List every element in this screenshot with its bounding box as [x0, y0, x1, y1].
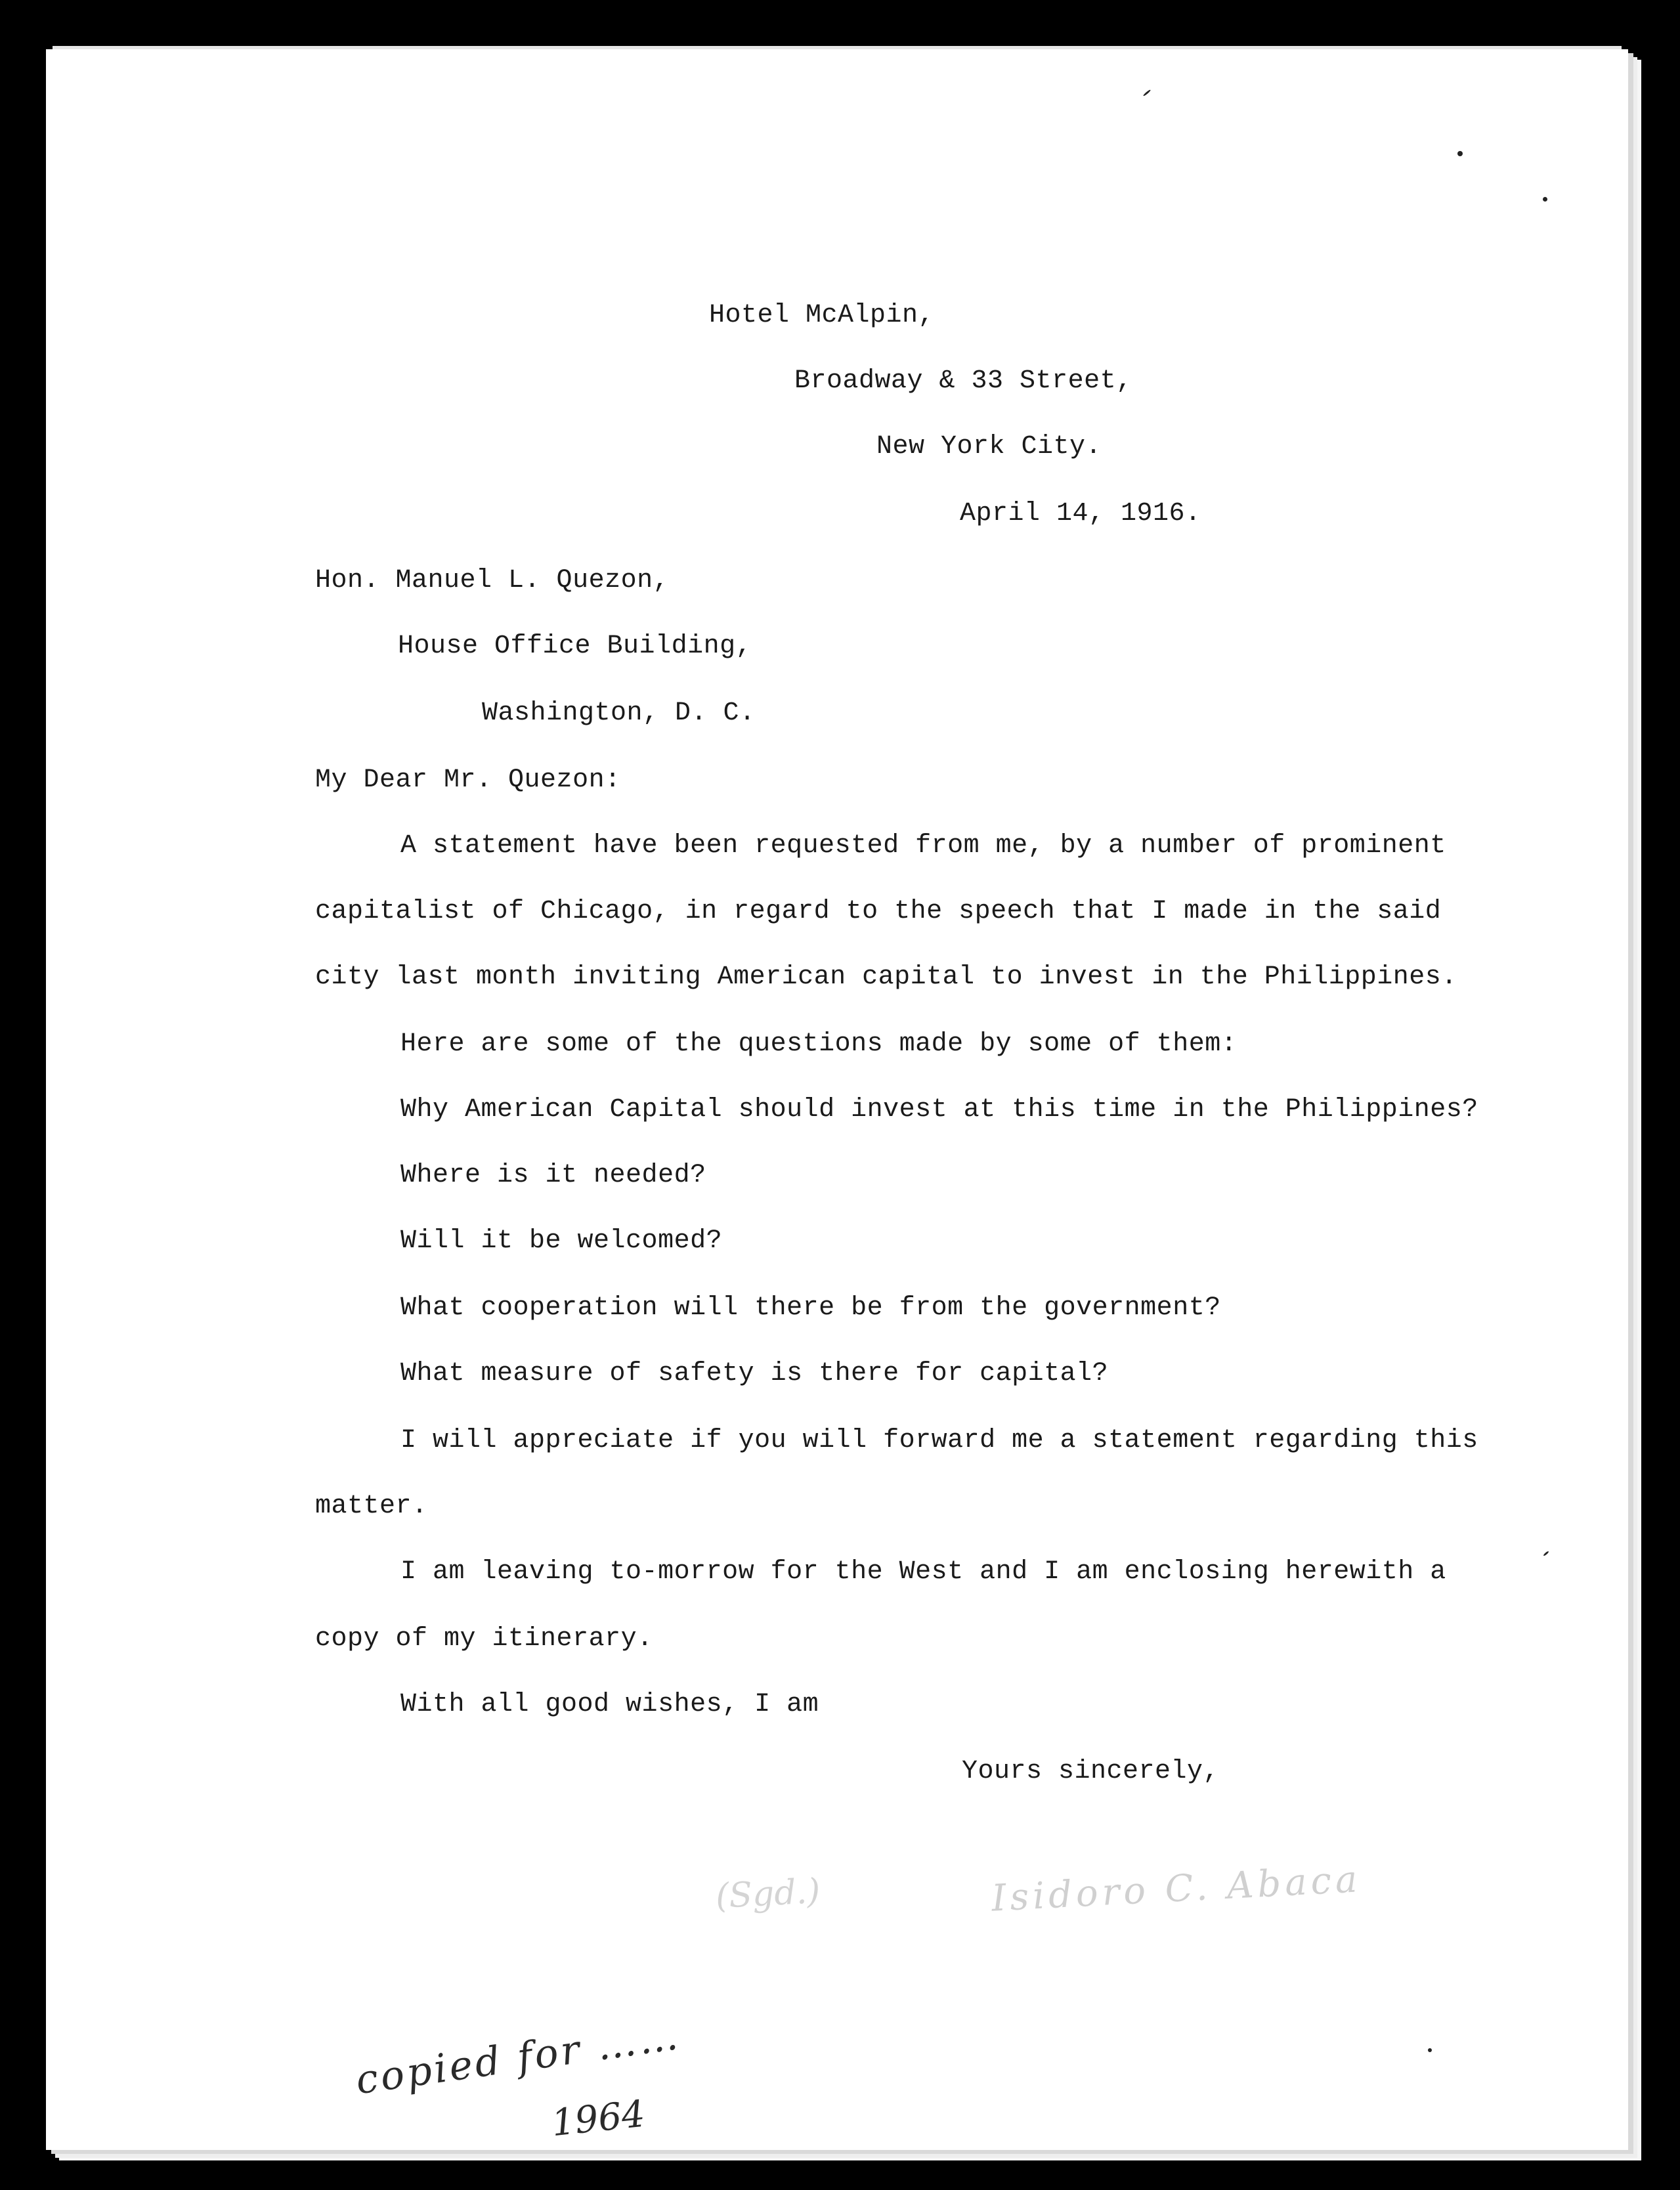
salutation: My Dear Mr. Quezon: [315, 765, 621, 795]
question-line: Why American Capital should invest at this time in the Philippines? [400, 1095, 1478, 1125]
letterhead-street: Broadway & 33 Street, [794, 366, 1132, 396]
letterhead-hotel: Hotel McAlpin, [709, 301, 935, 330]
closing: Yours sincerely, [962, 1757, 1220, 1786]
body-line: I am leaving to-morrow for the West and I am enclosing herewith a [400, 1557, 1446, 1587]
body-line: With all good wishes, I am [400, 1690, 819, 1719]
body-line: capitalist of Chicago, in regard to the speech that I made in the said [315, 897, 1442, 926]
body-line: copy of my itinerary. [315, 1624, 653, 1654]
recipient-building: House Office Building, [398, 632, 752, 661]
handwritten-note-year: 1964 [549, 2092, 647, 2145]
handwritten-note-line1: copied for …… [353, 2012, 683, 2104]
body-line: matter. [315, 1492, 428, 1521]
recipient-name: Hon. Manuel L. Quezon, [315, 566, 670, 595]
ink-speck [1543, 1551, 1549, 1557]
question-line: What measure of safety is there for capital? [400, 1359, 1109, 1388]
ink-speck [1457, 151, 1463, 156]
ink-speck [1428, 2048, 1432, 2052]
question-line: Where is it needed? [400, 1161, 706, 1190]
body-line: A statement have been requested from me, by a number of prominent [400, 831, 1446, 861]
letter-date: April 14, 1916. [960, 499, 1201, 528]
body-line: I will appreciate if you will forward me a statement regarding this [400, 1426, 1478, 1455]
letter-page [46, 49, 1628, 2150]
recipient-city: Washington, D. C. [482, 698, 756, 728]
question-line: What cooperation will there be from the government? [400, 1293, 1221, 1323]
body-line: Here are some of the questions made by some of them: [400, 1029, 1238, 1059]
letterhead-city: New York City. [876, 432, 1102, 462]
signature-name: Isidoro C. Abaca [990, 1858, 1362, 1920]
question-line: Will it be welcomed? [400, 1226, 723, 1256]
signature-prefix: (Sgd.) [714, 1871, 821, 1917]
ink-speck [1543, 197, 1547, 202]
body-line: city last month inviting American capital to invest in the Philippines. [315, 962, 1457, 992]
ink-speck [1143, 89, 1152, 97]
